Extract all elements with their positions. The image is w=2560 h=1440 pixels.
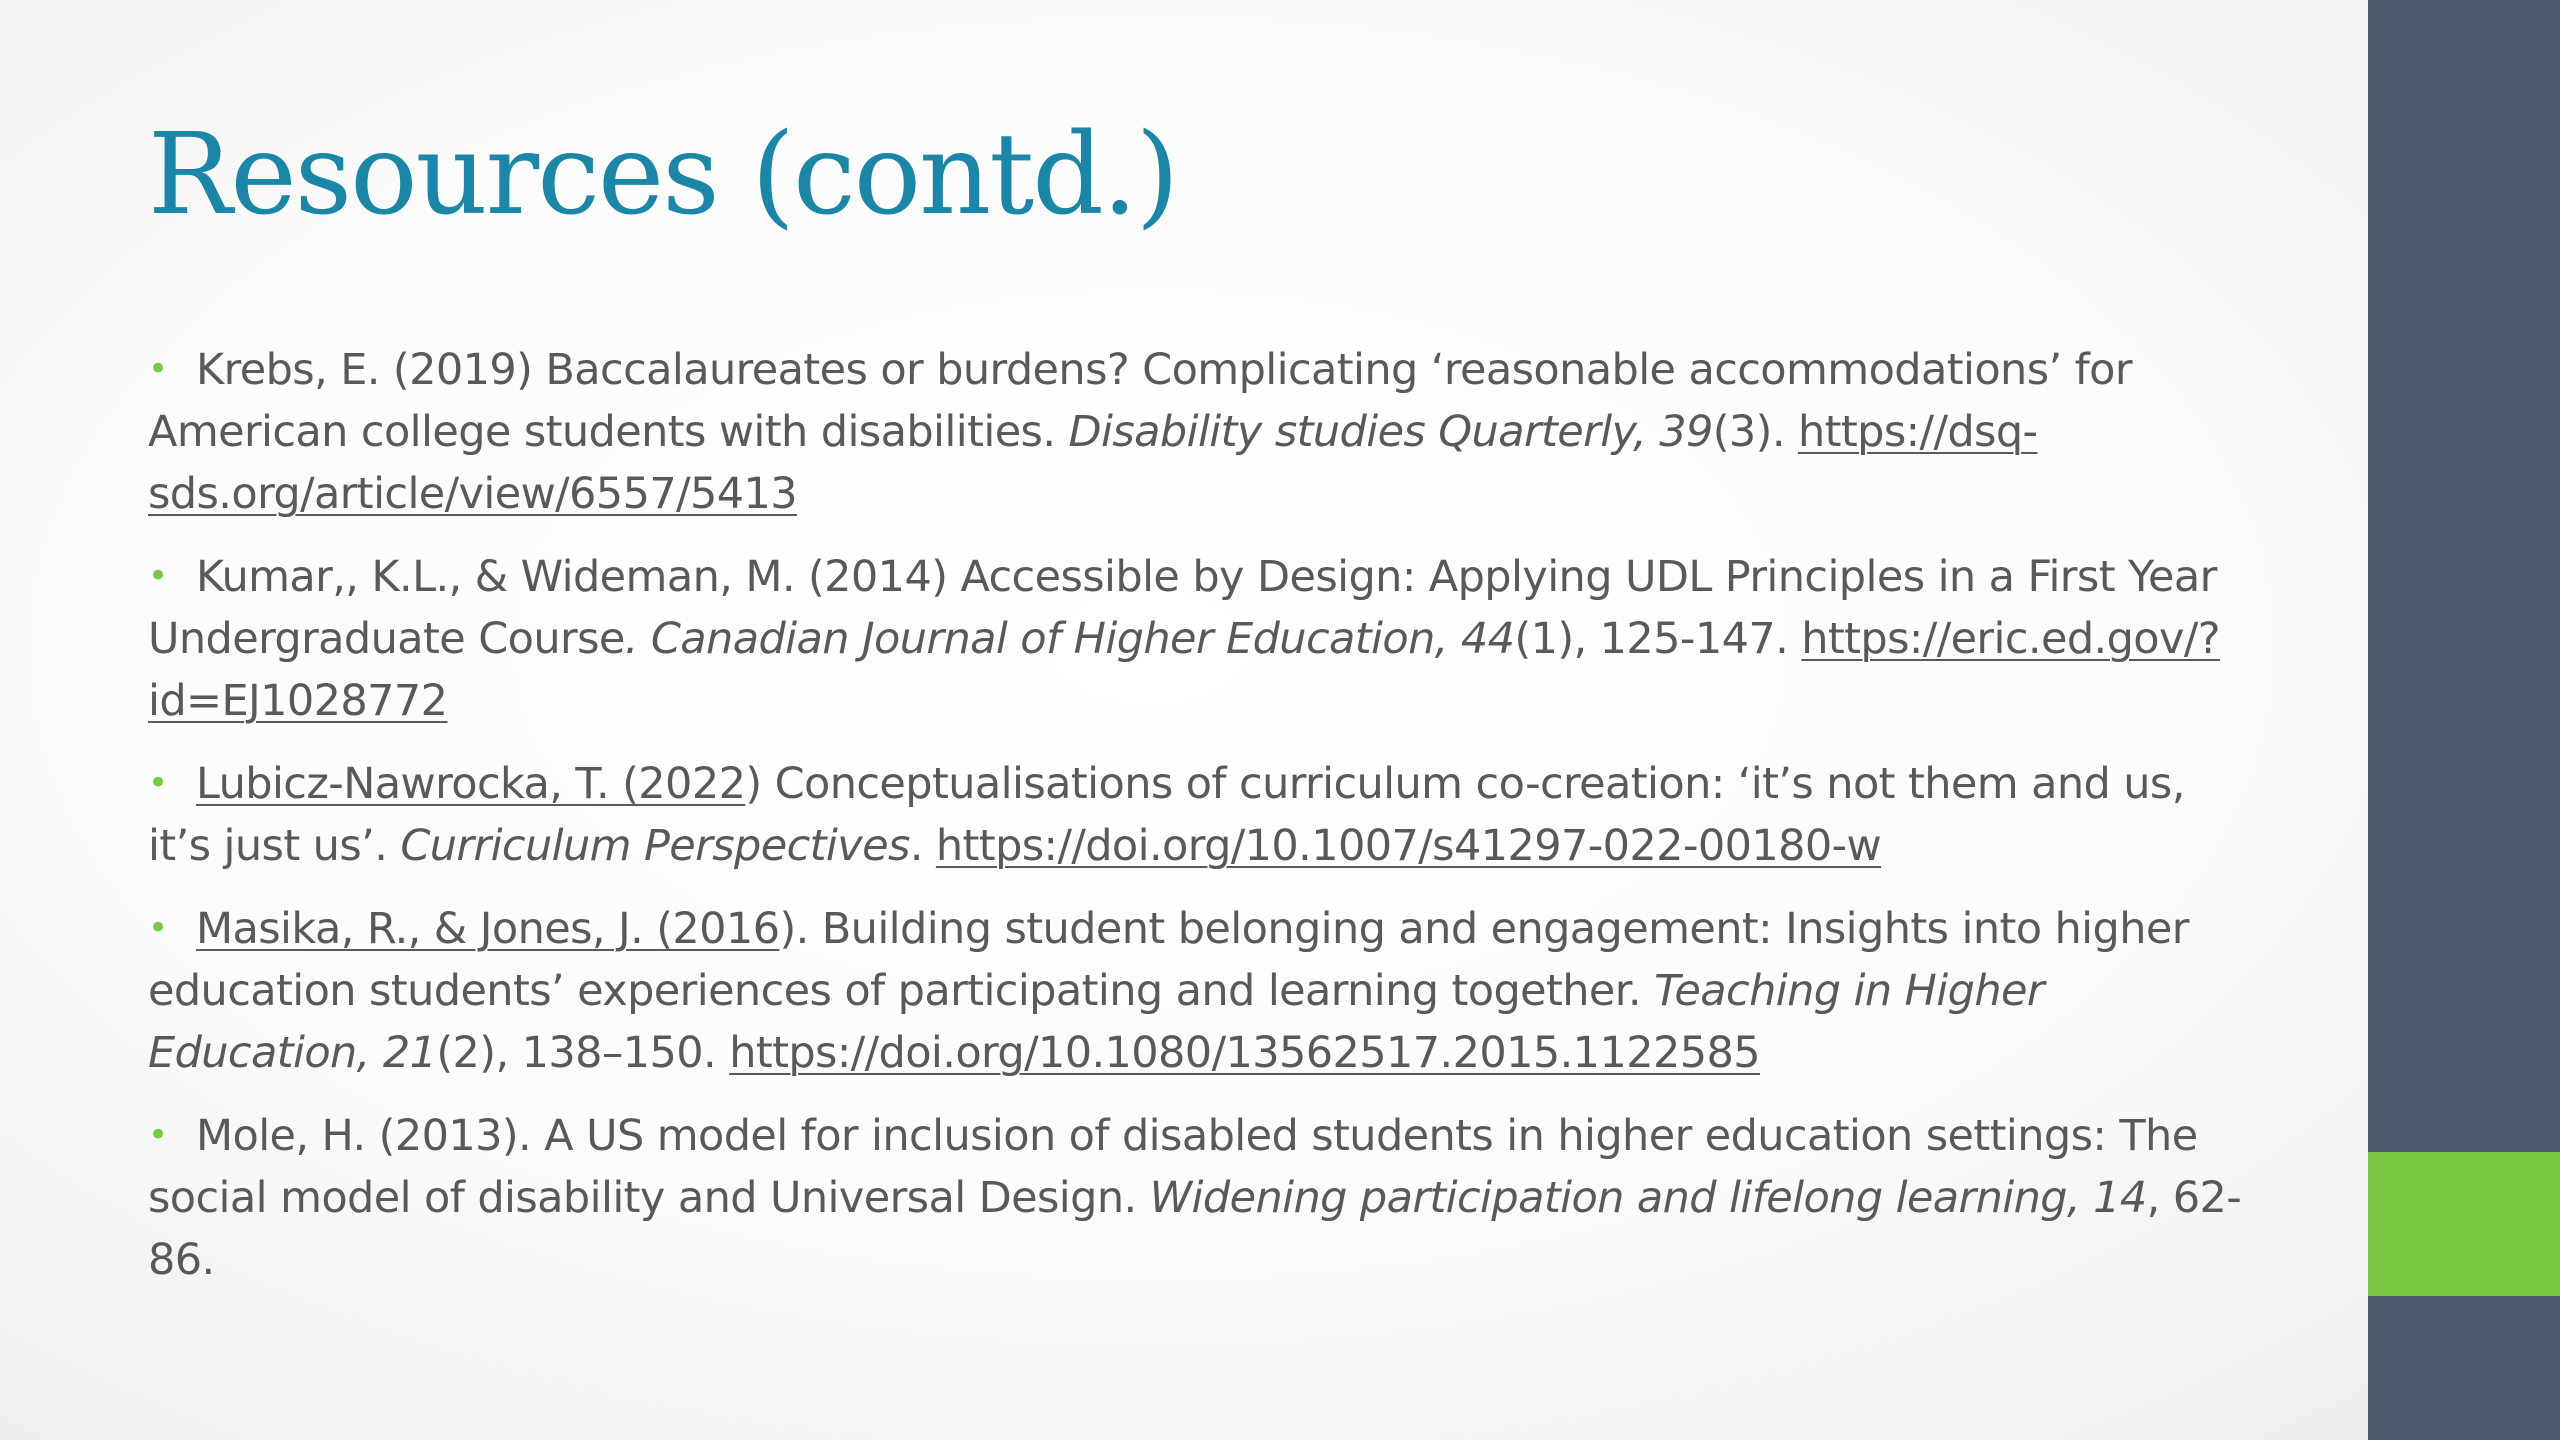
reference-text: ) Conceptualisations of curriculum co-creation: ‘it’s not them and us, it’s just us’. [148,759,2185,871]
reference-item [148,1104,2258,1291]
reference-link[interactable]: https://dsq-sds.org/article/view/6557/5413 [148,407,2038,519]
bullet-icon: • [148,908,168,948]
reference-item [148,752,2258,877]
reference-text: Mole, H. (2013). A US model for inclusion of disabled students in higher education settings: The social model of disability and Universal Design. [148,1111,2198,1223]
reference-link[interactable]: https://doi.org/10.1080/13562517.2015.1122585 [729,1028,1760,1078]
reference-author-link[interactable]: Masika, R., & Jones, J. (2016 [196,904,780,954]
bullet-icon: • [148,1115,168,1155]
reference-journal: Curriculum Perspectives [400,821,910,871]
reference-author-link[interactable]: Lubicz-Nawrocka, T. (2022 [196,759,746,809]
reference-item [148,338,2258,525]
reference-text: (2), 138–150. [436,1028,730,1078]
reference-text: ). Building student belonging and engagement: Insights into higher education students’ experiences of participating and learning together. [148,904,2189,1016]
reference-text: , 62-86. [148,1173,2242,1285]
bullet-icon: • [148,349,168,389]
bullet-icon: • [148,763,168,803]
side-accent-block [2368,1152,2560,1296]
reference-link[interactable]: https://eric.ed.gov/?id=EJ1028772 [148,614,2220,726]
reference-text: (3). [1712,407,1798,457]
slide-title: Resources (contd.) [148,110,1178,240]
reference-text: Kumar,, K.L., & Wideman, M. (2014) Accessible by Design: Applying UDL Principles in a First Year Undergraduate Course [148,552,2217,664]
reference-text: (1), 125-147. [1514,614,1802,664]
reference-link[interactable]: https://doi.org/10.1007/s41297-022-00180-w [935,821,1882,871]
reference-item [148,545,2258,732]
reference-item [148,897,2258,1084]
reference-text: Krebs, E. (2019) Baccalaureates or burdens? Complicating ‘reasonable accommodations’ for American college students with disabilities. [148,345,2132,457]
reference-text: . [909,821,936,871]
reference-journal: Disability studies Quarterly, 39 [1068,407,1713,457]
reference-list [148,338,2258,1311]
bullet-icon: • [148,556,168,596]
reference-journal: . Canadian Journal of Higher Education, 44 [624,614,1515,664]
reference-journal: Teaching in Higher Education, 21 [148,966,2044,1078]
reference-journal: Widening participation and lifelong learning, 14 [1149,1173,2147,1223]
